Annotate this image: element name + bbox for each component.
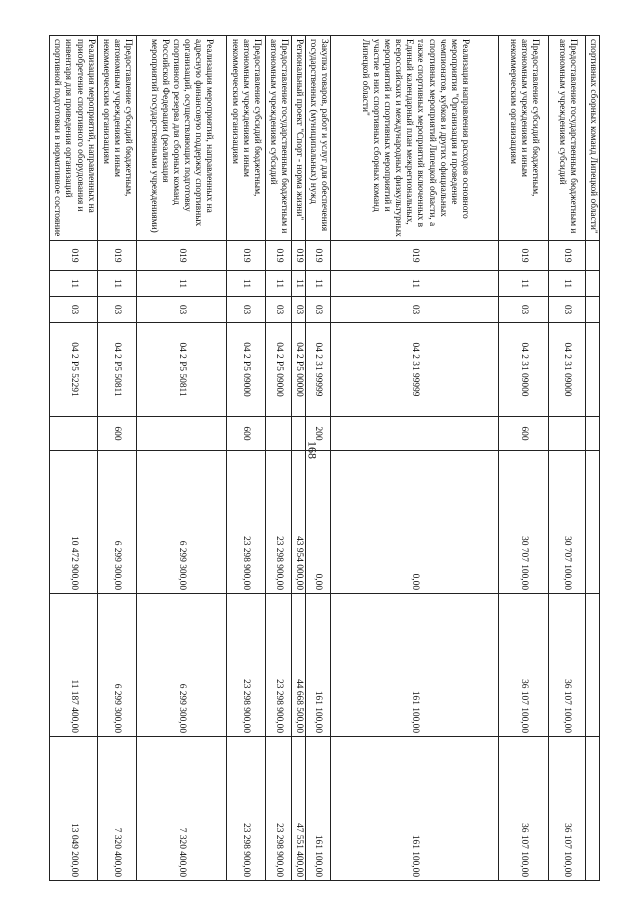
row-grbs: 019 [548, 241, 585, 271]
row-section: 11 [50, 271, 97, 297]
row-subsection: 03 [548, 297, 585, 323]
row-section: 11 [305, 271, 330, 297]
table-row [50, 36, 97, 881]
row-name: Региональный проект "Спорт - норма жизни" [291, 36, 305, 241]
table-row [498, 36, 548, 881]
row-grbs: 019 [226, 241, 265, 271]
row-name: Предоставление субсидий бюджетным, автономным учреждениям и иным некоммерческим организациям [97, 36, 136, 241]
row-section: 11 [548, 271, 585, 297]
row-amount-year-2: 23 298 900,00 [226, 594, 265, 737]
row-name: Предоставление государственным бюджетным и автономным учреждениям субсидий [548, 36, 585, 241]
row-amount-year-1: 6 299 300,00 [136, 451, 226, 594]
row-amount-year-2: 23 298 900,00 [265, 594, 291, 737]
row-subsection: 03 [330, 297, 498, 323]
row-subsection: 03 [291, 297, 305, 323]
row-name: Реализация направления расходов основного мероприятия "Организация и проведение чемпионатов, кубков и других официальных спортивных мероприятий Липецкой области, а также спортивных мероприятий включенных в Единый календарный план межрегиональных, всероссийских и международных физкультурных мероприятий и спортивных мероприятий и участие в них спортивных сборных команд Липецкой области" [330, 36, 498, 241]
table-row [97, 36, 136, 881]
page-number: 168 [305, 441, 320, 459]
row-section: 11 [291, 271, 305, 297]
row-target-article [585, 323, 599, 417]
row-amount-year-3 [585, 737, 599, 881]
row-name: Предоставление субсидий бюджетным, автономным учреждениям и иным некоммерческим организациям [226, 36, 265, 241]
row-amount-year-3: 161 100,00 [330, 737, 498, 881]
row-amount-year-3: 47 551 400,00 [291, 737, 305, 881]
row-expense-type [291, 417, 305, 451]
row-grbs: 019 [498, 241, 548, 271]
row-amount-year-2 [585, 594, 599, 737]
row-subsection: 03 [136, 297, 226, 323]
row-name: спортивных сборных команд Липецкой области" [585, 36, 599, 241]
row-grbs: 019 [265, 241, 291, 271]
row-expense-type [136, 417, 226, 451]
row-target-article: 04 2 P5 00000 [291, 323, 305, 417]
row-amount-year-2: 6 299 300,00 [97, 594, 136, 737]
row-expense-type: 200 [305, 417, 330, 451]
row-subsection: 03 [226, 297, 265, 323]
row-amount-year-2: 36 107 100,00 [548, 594, 585, 737]
row-section: 11 [136, 271, 226, 297]
row-section [585, 271, 599, 297]
row-grbs: 019 [50, 241, 97, 271]
row-target-article: 04 2 P5 52291 [50, 323, 97, 417]
table-row [226, 36, 265, 881]
row-grbs [585, 241, 599, 271]
row-target-article: 04 2 P5 09000 [265, 323, 291, 417]
row-amount-year-3: 36 107 100,00 [498, 737, 548, 881]
row-name: Предоставление субсидий бюджетным, автономным учреждениям и иным некоммерческим организациям [498, 36, 548, 241]
row-target-article: 04 2 31 09000 [498, 323, 548, 417]
row-target-article: 04 2 31 09000 [548, 323, 585, 417]
row-amount-year-1: 6 299 300,00 [97, 451, 136, 594]
row-amount-year-1: 23 298 900,00 [265, 451, 291, 594]
row-expense-type: 600 [226, 417, 265, 451]
row-amount-year-2: 11 187 400,00 [50, 594, 97, 737]
row-expense-type: 600 [498, 417, 548, 451]
row-section: 11 [226, 271, 265, 297]
row-section: 11 [330, 271, 498, 297]
row-grbs: 019 [136, 241, 226, 271]
row-subsection: 03 [498, 297, 548, 323]
row-amount-year-1 [585, 451, 599, 594]
row-grbs: 019 [330, 241, 498, 271]
row-grbs: 019 [97, 241, 136, 271]
row-expense-type [50, 417, 97, 451]
table-row [548, 36, 585, 881]
row-subsection: 03 [97, 297, 136, 323]
table-row [136, 36, 226, 881]
row-subsection: 03 [305, 297, 330, 323]
row-expense-type: 600 [97, 417, 136, 451]
row-section: 11 [265, 271, 291, 297]
row-name: Реализация мероприятий, направленных на приобретение спортивного оборудования и инвентаря для приведения организаций спортивной подготовки в нормативное состояние [50, 36, 97, 241]
row-target-article: 04 2 31 99999 [330, 323, 498, 417]
row-expense-type [548, 417, 585, 451]
row-subsection: 03 [265, 297, 291, 323]
row-name: Реализация мероприятий, направленных на адресную финансовую поддержку спортивных организаций, осуществляющих подготовку спортивного резерва для сборных команд Российской Федерации (реализация мероприятий государственными учреждениями) [136, 36, 226, 241]
row-name: Предоставление государственным бюджетным и автономным учреждениям субсидий [265, 36, 291, 241]
row-amount-year-1: 30 707 100,00 [498, 451, 548, 594]
row-subsection: 03 [50, 297, 97, 323]
row-amount-year-3: 23 298 900,00 [265, 737, 291, 881]
row-amount-year-2: 36 107 100,00 [498, 594, 548, 737]
row-amount-year-3: 36 107 100,00 [548, 737, 585, 881]
row-target-article: 04 2 P5 50811 [136, 323, 226, 417]
row-target-article: 04 2 31 99999 [305, 323, 330, 417]
row-amount-year-3: 161 100,00 [305, 737, 330, 881]
row-expense-type [585, 417, 599, 451]
row-section: 11 [498, 271, 548, 297]
row-target-article: 04 2 P5 09000 [226, 323, 265, 417]
row-amount-year-3: 7 320 400,00 [97, 737, 136, 881]
row-name: Закупка товаров, работ и услуг для обеспечения государственных (муниципальных) нужд [305, 36, 330, 241]
table-row [265, 36, 291, 881]
row-amount-year-3: 7 320 400,00 [136, 737, 226, 881]
table-row [291, 36, 305, 881]
row-amount-year-1: 23 298 900,00 [226, 451, 265, 594]
row-amount-year-3: 23 298 900,00 [226, 737, 265, 881]
table-row [330, 36, 498, 881]
table-row [585, 36, 599, 881]
row-amount-year-2: 161 100,00 [330, 594, 498, 737]
row-expense-type [330, 417, 498, 451]
table-row [305, 36, 330, 881]
row-grbs: 019 [291, 241, 305, 271]
row-amount-year-1: 43 954 000,00 [291, 451, 305, 594]
row-amount-year-2: 161 100,00 [305, 594, 330, 737]
row-amount-year-2: 6 299 300,00 [136, 594, 226, 737]
row-section: 11 [97, 271, 136, 297]
row-subsection [585, 297, 599, 323]
row-amount-year-1: 0,00 [330, 451, 498, 594]
row-amount-year-1: 30 707 100,00 [548, 451, 585, 594]
row-amount-year-2: 44 668 500,00 [291, 594, 305, 737]
budget-table [49, 35, 600, 881]
row-amount-year-1: 0,00 [305, 451, 330, 594]
row-target-article: 04 2 P5 50811 [97, 323, 136, 417]
row-grbs: 019 [305, 241, 330, 271]
budget-table-rotated [52, 35, 600, 880]
row-expense-type [265, 417, 291, 451]
row-amount-year-1: 10 472 900,00 [50, 451, 97, 594]
row-amount-year-3: 13 049 200,00 [50, 737, 97, 881]
